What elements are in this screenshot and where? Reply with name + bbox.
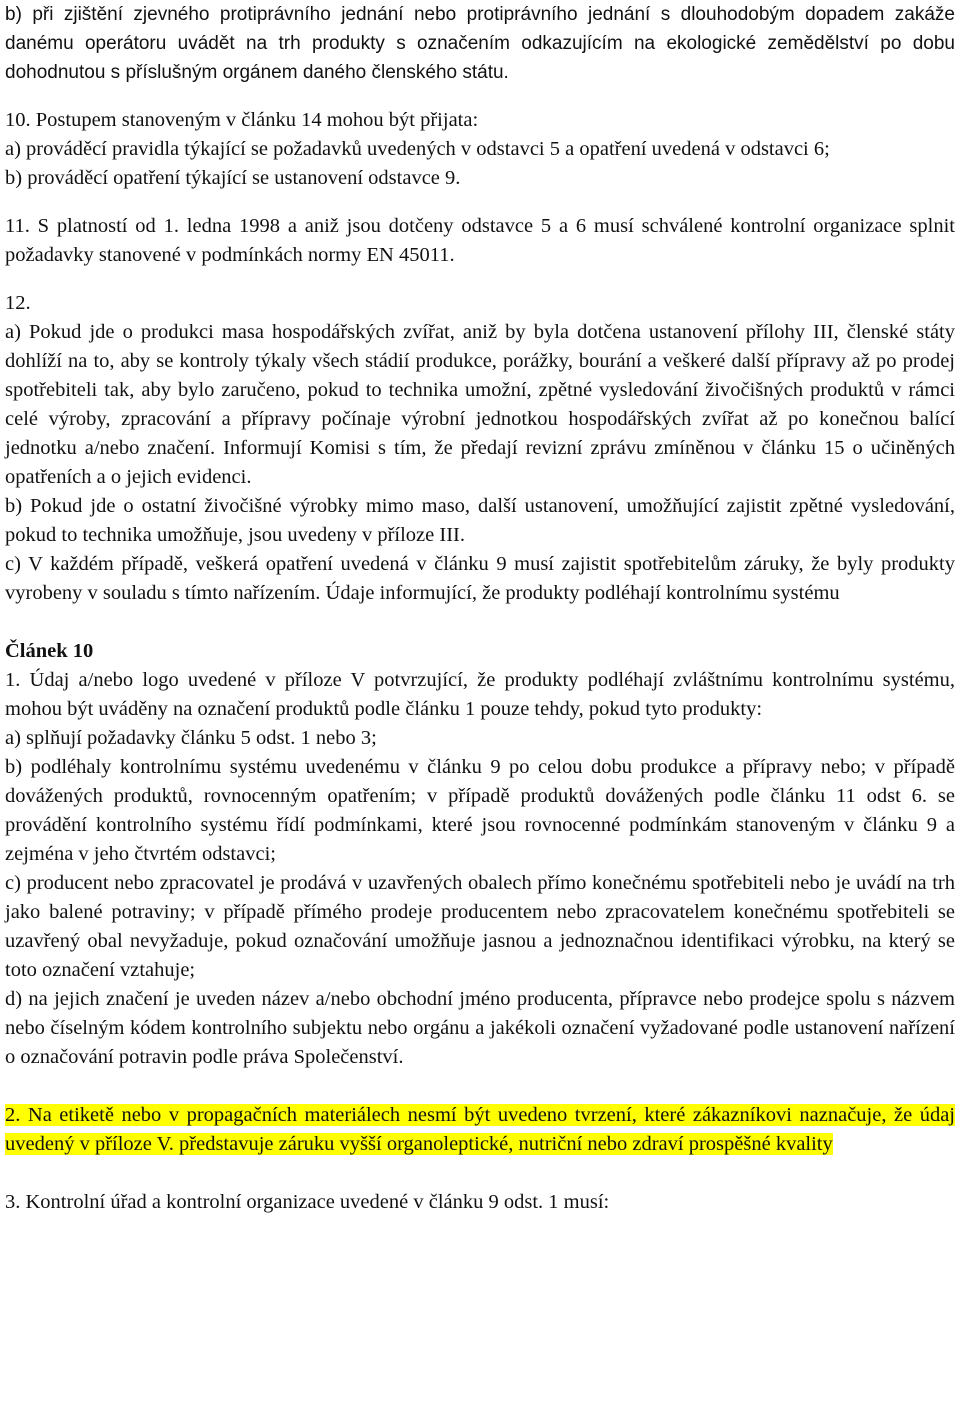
paragraph-12-number: 12.: [5, 292, 31, 314]
spacer: [5, 87, 955, 106]
article10-paragraph-1c: c) producent nebo zpracovatel je prodává v uzavřených obalech přímo konečnému spotřebiteli nebo je uvádí na trh jako balené potraviny; v případě přímého prodeje producentem nebo zpracovatelem konečnému spotřebiteli se uzavřený obal nevyžaduje, pokud označování umožňuje jasnou a jednoznačnou identifikaci výrobku, na který se toto označení vztahuje;: [5, 872, 955, 981]
paragraph-12a: a) Pokud jde o produkci masa hospodářských zvířat, aniž by byla dotčena ustanovení přílohy III, členské státy dohlíží na to, aby se kontroly týkaly všech stádií produkce, porážky, bourání a veškeré další přípravy až po prodej spotřebiteli tak, aby bylo zaručeno, pokud to technika umožní, zpětné vysledování živočišných produktů v rámci celé výroby, zpracování a přípravy počínaje výrobní jednotkou hospodářských zvířat až po konečnou balící jednotku a/nebo značení. Informují Komisi s tím, že předají revizní zprávu zmíněnou v článku 15 o učiněných opatřeních a o jejich evidenci.: [5, 321, 955, 488]
article-heading: Článek 10: [5, 640, 94, 662]
spacer: [5, 270, 955, 289]
article10-paragraph-2-highlighted: [5, 1101, 955, 1159]
spacer: [5, 193, 955, 212]
highlighted-text: 2. Na etiketě nebo v propagačních materiálech nesmí být uvedeno tvrzení, které zákazníkovi naznačuje, že údaj uvedený v příloze V. představuje záruku vyšší organoleptické, nutriční nebo zdraví prospěšné kvality: [5, 1104, 955, 1155]
paragraph-12c: c) V každém případě, veškerá opatření uvedená v článku 9 musí zajistit spotřebitelům záruky, že byly produkty vyrobeny v souladu s tímto nařízením. Údaje informující, že produkty podléhají kontrolnímu systému: [5, 553, 955, 604]
article10-paragraph-3: 3. Kontrolní úřad a kontrolní organizace uvedené v článku 9 odst. 1 musí:: [5, 1191, 610, 1213]
article10-paragraph-1b: b) podléhaly kontrolnímu systému uvedenému v článku 9 po celou dobu produkce a přípravy nebo; v případě dovážených produktů, rovnocenným opatřením; v případě produktů dovážených podle článku 11 odst 6. se provádění kontrolního systému řídí podmínkami, které jsou rovnocenné podmínkám stanoveným v článku 9 a zejména v jeho čtvrtém odstavci;: [5, 756, 955, 865]
spacer: [5, 608, 955, 637]
article10-paragraph-1d: d) na jejich značení je uveden název a/nebo obchodní jméno producenta, přípravce nebo prodejce spolu s názvem nebo číselným kódem kontrolního subjektu nebo orgánu a jakékoli označení vyžadované podle ustanovení nařízení o označování potravin podle práva Společenství.: [5, 988, 955, 1068]
article10-paragraph-1-lead: 1. Údaj a/nebo logo uvedené v příloze V potvrzující, že produkty podléhají zvláštnímu kontrolnímu systému, mohou být uváděny na označení produktů podle článku 1 pouze tehdy, pokud tyto produkty:: [5, 669, 955, 720]
paragraph-9b: b) při zjištění zjevného protiprávního jednání nebo protiprávního jednání s dlouhodobým dopadem zakáže danému operátoru uvádět na trh produkty s označením odkazujícím na ekologické zemědělství po dobu dohodnutou s příslušným orgánem daného členského státu.: [5, 4, 955, 83]
spacer: [5, 1072, 955, 1101]
paragraph-10a: a) prováděcí pravidla týkající se požadavků uvedených v odstavci 5 a opatření uvedená v odstavci 6;: [5, 138, 830, 160]
paragraph-10b: b) prováděcí opatření týkající se ustanovení odstavce 9.: [5, 167, 461, 189]
paragraph-10-lead: 10. Postupem stanoveným v článku 14 mohou být přijata:: [5, 109, 479, 131]
article10-paragraph-1a: a) splňují požadavky článku 5 odst. 1 nebo 3;: [5, 727, 377, 749]
paragraph-11: 11. S platností od 1. ledna 1998 a aniž jsou dotčeny odstavce 5 a 6 musí schválené kontrolní organizace splnit požadavky stanovené v podmínkách normy EN 45011.: [5, 215, 955, 266]
paragraph-12b: b) Pokud jde o ostatní živočišné výrobky mimo maso, další ustanovení, umožňující zajistit zpětné vysledování, pokud to technika umožňuje, jsou uvedeny v příloze III.: [5, 495, 955, 546]
document-page: [5, 0, 955, 1217]
spacer: [5, 1159, 955, 1188]
